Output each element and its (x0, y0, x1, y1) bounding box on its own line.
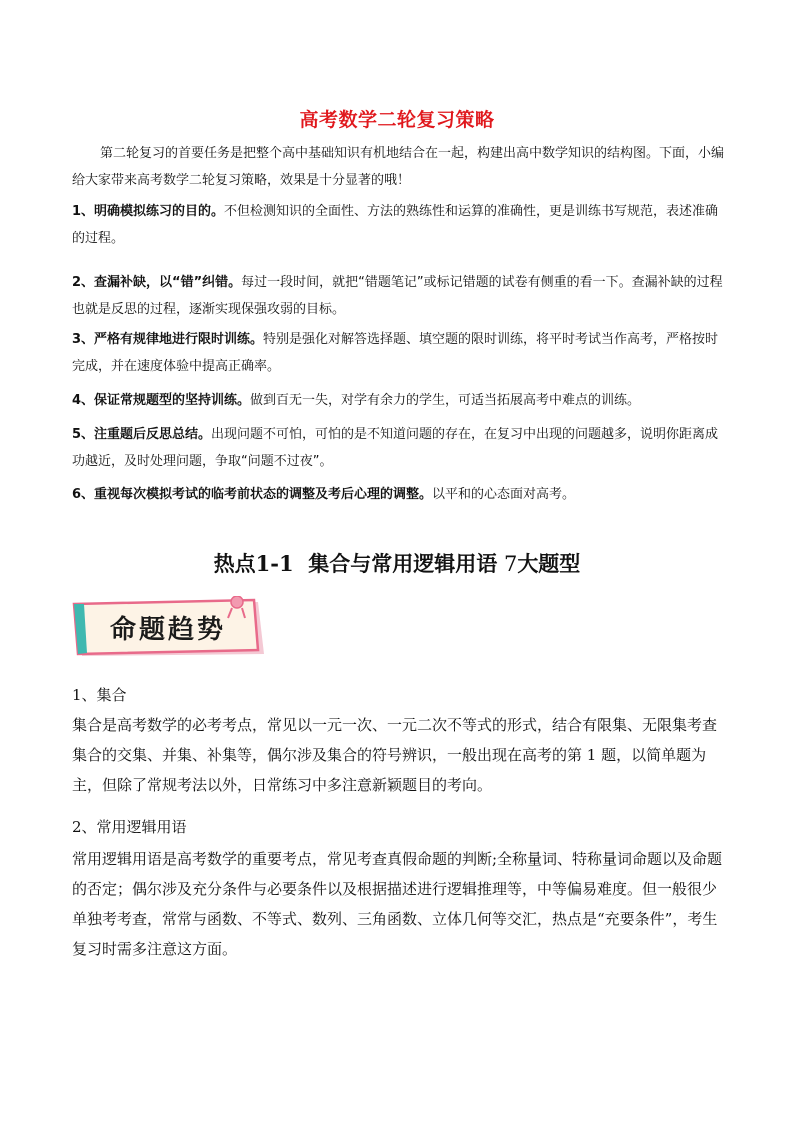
badge-label: 命题趋势 (109, 615, 227, 645)
strategy-item-4 (72, 388, 724, 415)
strategy-heading: 4、保证常规题型的坚持训练。 (72, 393, 251, 408)
pin-icon (231, 596, 243, 608)
strategy-text: 不但检测知识的全面性、方法的熟练性和运算的准确性，更是训练书写规范，表述准确的过程。 (72, 204, 719, 246)
strategy-item-1 (72, 199, 724, 252)
topic-heading-2: 2、常用逻辑用语 (72, 818, 187, 836)
strategy-item-2 (72, 270, 724, 323)
strategy-heading: 2、查漏补缺，以“错”纠错。 (72, 275, 242, 290)
strategy-text: 出现问题不可怕，可怕的是不知道问题的存在，在复习中出现的问题越多，说明你距离成功越近，及时处理问题，争取“问题不过夜”。 (72, 427, 719, 469)
strategy-heading: 5、注重题后反思总结。 (72, 427, 212, 442)
topic-text-2: 常用逻辑用语是高考数学的重要考点，常见考查真假命题的判断;全称量词、特称量词命题以及命题的否定；偶尔涉及充分条件与必要条件以及根据描述进行逻辑推理等，中等偏易难度。但一般很少单独考考查，常常与函数、不等式、数列、三角函数、立体几何等交汇，热点是“充要条件”，考生复习时需多注意这方面。 (72, 850, 723, 958)
strategy-text: 以平和的心态面对高考。 (432, 487, 576, 502)
strategy-item-6 (72, 482, 724, 509)
strategy-text: 特别是强化对解答选择题、填空题的限时训练，将平时考试当作高考，严格按时完成，并在速度体验中提高正确率。 (72, 332, 719, 374)
strategy-item-3 (72, 327, 724, 380)
doc-title: 高考数学二轮复习策略 (299, 109, 495, 131)
strategy-item-5 (72, 422, 724, 475)
strategy-heading: 6、重视每次模拟考试的临考前状态的调整及考后心理的调整。 (72, 487, 433, 502)
strategy-heading: 3、严格有规律地进行限时训练。 (72, 332, 264, 347)
intro-paragraph: 第二轮复习的首要任务是把整个高中基础知识有机地结合在一起，构建出高中数学知识的结构图。下面，小编给大家带来高考数学二轮复习策略，效果是十分显著的哦！ (72, 146, 725, 188)
section-title: 热点1-1 集合与常用逻辑用语 7大题型 (213, 551, 581, 576)
strategy-text: 做到百无一失，对学有余力的学生，可适当拓展高考中难点的训练。 (250, 393, 641, 408)
topic-trend-badge (72, 596, 272, 660)
topic-text-1: 集合是高考数学的必考考点，常见以一元一次、一元二次不等式的形式，结合有限集、无限集考查集合的交集、并集、补集等，偶尔涉及集合的符号辨识，一般出现在高考的第 1 题，以简单题为主，但除了常规考法以外，日常练习中多注意新颖题目的考向。 (72, 716, 718, 794)
strategy-heading: 1、明确模拟练习的目的。 (72, 204, 225, 219)
strategy-text: 每过一段时间，就把“错题笔记”或标记错题的试卷有侧重的看一下。查漏补缺的过程也就是反思的过程，逐渐实现保强攻弱的目标。 (72, 275, 723, 317)
topic-heading-1: 1、集合 (72, 686, 127, 704)
